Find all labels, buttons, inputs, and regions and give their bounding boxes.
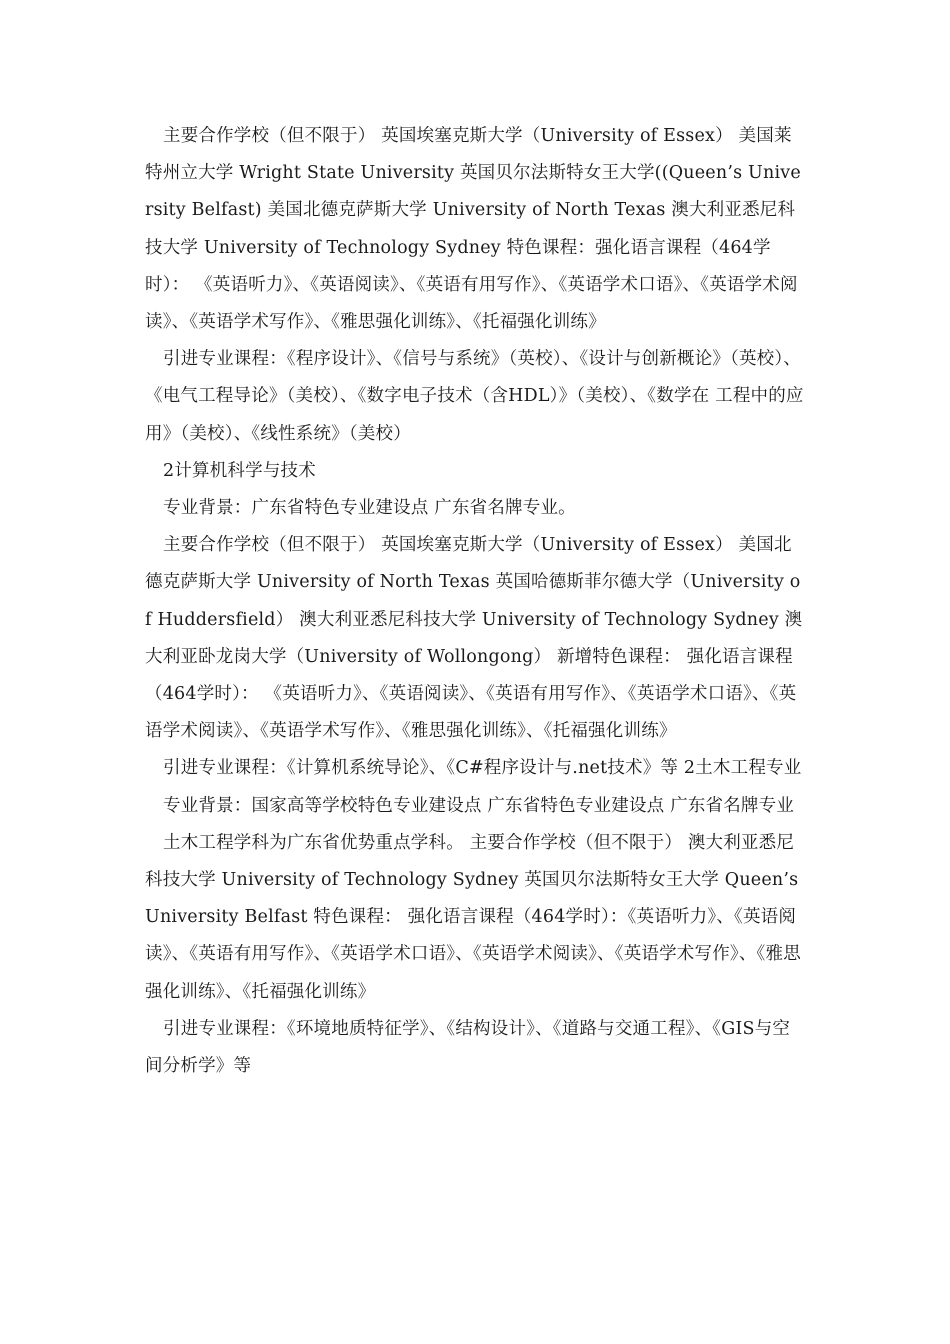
paragraph-cs-heading: 2计算机科学与技术 — [163, 460, 316, 481]
paragraph-cs-partner-schools: 主要合作学校（但不限于） 英国埃塞克斯大学（University of Essex） 美国北德克萨斯大学 University of North Texas 英国哈德斯菲尔德大学（University of Huddersfield） 澳大利亚悉尼科技大学 University of Technology Sydney 澳大利亚卧龙岗大学（University of Wollongong） 新增特色课程： 强化语言课程（464学时）： 《英语听力》、《英语阅读》、《英语有用写作》、《英语学术口语》、《英语学术阅读》、《英语学术写作》、《雅思强化训练》、《托福强化训练》 — [145, 535, 803, 742]
document-body — [145, 118, 807, 1085]
paragraph-cs-background: 专业背景：广东省特色专业建设点 广东省名牌专业。 — [163, 498, 576, 519]
paragraph-ce-partner-schools: 土木工程学科为广东省优势重点学科。 主要合作学校（但不限于） 澳大利亚悉尼科技大学 University of Technology Sydney 英国贝尔法斯特女王大学 Queen’s University Belfast 特色课程： 强化语言课程（464学时）：《英语听力》、《英语阅读》、《英语有用写作》、《英语学术口语》、《英语学术阅读》、《英语学术写作》、《雅思强化训练》、《托福强化训练》 — [145, 832, 801, 1002]
paragraph-cs-imported-courses: 引进专业课程：《计算机系统导论》、《C#程序设计与.net技术》等 2土木工程专业 — [163, 758, 802, 779]
paragraph-ce-background: 专业背景：国家高等学校特色专业建设点 广东省特色专业建设点 广东省名牌专业 — [163, 795, 795, 816]
paragraph-ee-partner-schools: 主要合作学校（但不限于） 英国埃塞克斯大学（University of Essex） 美国莱特州立大学 Wright State University 英国贝尔法斯特女王大学((Queen’s University Belfast) 美国北德克萨斯大学 University of North Texas 澳大利亚悉尼科技大学 University of Technology Sydney 特色课程：强化语言课程（464学时）： 《英语听力》、《英语阅读》、《英语有用写作》、《英语学术口语》、《英语学术阅读》、《英语学术写作》、《雅思强化训练》、《托福强化训练》 — [145, 126, 801, 333]
paragraph-ce-imported-courses: 引进专业课程：《环境地质特征学》、《结构设计》、《道路与交通工程》、《GIS与空间分析学》等 — [145, 1018, 791, 1077]
paragraph-ee-imported-courses: 引进专业课程：《程序设计》、《信号与系统》（英校）、《设计与创新概论》（英校）、《电气工程导论》（美校）、《数字电子技术（含HDL）》（美校）、《数学在 工程中的应用》（美校）、《线性系统》（美校） — [145, 349, 804, 444]
